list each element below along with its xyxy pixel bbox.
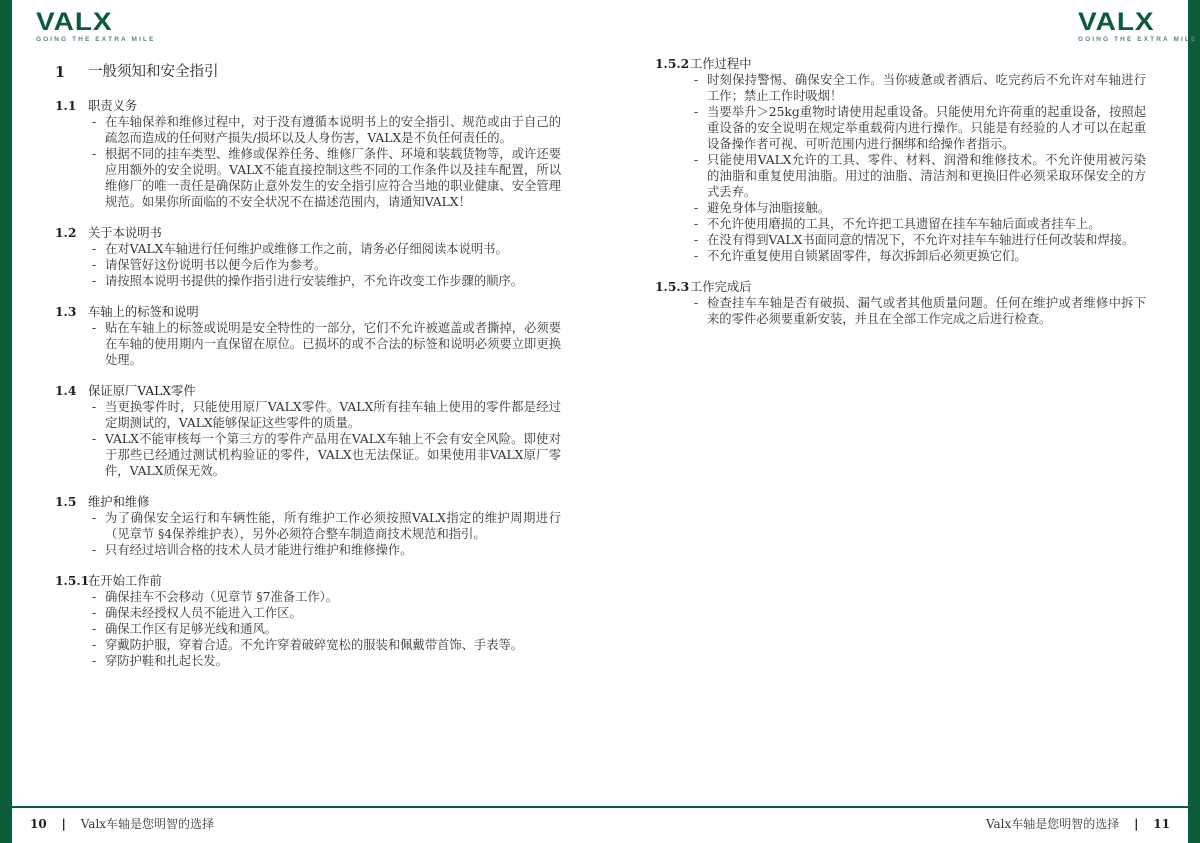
bullet-text: 为了确保安全运行和车辆性能，所有维护工作必须按照VALX指定的维护周期进行（见章节 §4保养维护表），另外必须符合整车制造商技术规范和指引。 xyxy=(105,511,561,541)
bullet-text: 当更换零件时，只能使用原厂VALX零件。VALX所有挂车轴上使用的零件都是经过定期测试的，VALX能够保证这些零件的质量。 xyxy=(105,400,561,430)
bullet-text: 当要举升＞25kg重物时请使用起重设备。只能使用允许荷重的起重设备，按照起重设备的安全说明在规定举重载荷内进行操作。只能是有经验的人才可以在起重设备操作者可视、可听范围内进行捆绑和给操作者指示。 xyxy=(707,105,1146,151)
valx-logo-right xyxy=(1078,7,1198,43)
bullet-item xyxy=(88,241,561,257)
bullet-text: 确保工作区有足够光线和通风。 xyxy=(105,622,278,636)
bullet-text: 确保挂车不会移动（见章节 §7准备工作）。 xyxy=(105,590,339,604)
bullet-item xyxy=(88,257,561,273)
section-title: 工作完成后 xyxy=(690,280,752,294)
valx-wordmark: VALX xyxy=(1078,7,1155,36)
valx-logo-left xyxy=(36,7,156,43)
section-number: 1.1 xyxy=(55,98,77,113)
bullet-dash: - xyxy=(92,543,97,557)
section-heading xyxy=(55,304,561,320)
footer-separator: | xyxy=(61,817,66,831)
section-heading xyxy=(55,98,561,114)
valx-tagline: GOING THE EXTRA MILE xyxy=(1078,36,1198,43)
section-number: 1 xyxy=(55,64,66,81)
section-heading xyxy=(55,573,561,589)
section-number: 1.2 xyxy=(55,225,77,240)
bullet-text: 检查挂车车轴是否有破损、漏气或者其他质量问题。任何在维护或者维修中拆下来的零件必须要重新安装，并且在全部工作完成之后进行检查。 xyxy=(707,296,1146,326)
section-1 xyxy=(55,64,561,81)
section-number: 1.4 xyxy=(55,383,77,398)
page-number-left: 10 xyxy=(30,817,47,831)
bullet-dash: - xyxy=(694,201,699,215)
bullet-dash: - xyxy=(694,296,699,310)
section-number: 1.5.2 xyxy=(655,56,690,71)
footer-separator: | xyxy=(1134,817,1139,831)
bullet-dash: - xyxy=(92,638,97,652)
section-1.1 xyxy=(55,98,561,210)
section-heading xyxy=(655,279,1146,295)
bullet-list xyxy=(88,241,561,289)
bullet-item xyxy=(88,605,561,621)
bullet-item xyxy=(690,104,1146,152)
bullet-text: 时刻保持警惕、确保安全工作。当你疲惫或者酒后、吃完药后不允许对车轴进行工作；禁止工作时吸烟！ xyxy=(707,73,1146,103)
section-heading xyxy=(55,225,561,241)
section-1.5.1 xyxy=(55,573,561,669)
section-heading xyxy=(55,494,561,510)
bullet-dash: - xyxy=(92,654,97,668)
bullet-dash: - xyxy=(92,115,97,129)
section-title: 一般须知和安全指引 xyxy=(88,64,219,80)
bullet-list xyxy=(690,72,1146,264)
bullet-dash: - xyxy=(92,147,97,161)
bullet-item xyxy=(88,399,561,431)
bullet-dash: - xyxy=(92,432,97,446)
section-heading xyxy=(655,56,1146,72)
bullet-dash: - xyxy=(694,249,699,263)
bullet-item xyxy=(690,200,1146,216)
section-title: 工作过程中 xyxy=(690,57,752,71)
bullet-dash: - xyxy=(92,511,97,525)
bullet-list xyxy=(88,114,561,210)
right-page-column xyxy=(655,56,1146,342)
page-number-right: 11 xyxy=(1153,817,1170,831)
bullet-dash: - xyxy=(92,242,97,256)
bullet-item xyxy=(88,320,561,368)
bullet-dash: - xyxy=(92,622,97,636)
bullet-item xyxy=(88,621,561,637)
bullet-item xyxy=(88,589,561,605)
bullet-dash: - xyxy=(92,606,97,620)
bullet-item xyxy=(88,114,561,146)
section-number: 1.5.1 xyxy=(55,573,90,588)
bullet-dash: - xyxy=(694,153,699,167)
section-1.5 xyxy=(55,494,561,558)
section-1.5.3 xyxy=(655,279,1146,327)
bullet-text: 只能使用VALX允许的工具、零件、材料、润滑和维修技术。不允许使用被污染的油脂和重复使用油脂。用过的油脂、清洁剂和更换旧件必须采取环保安全的方式丢弃。 xyxy=(707,153,1146,199)
bullet-text: 请保管好这份说明书以便今后作为参考。 xyxy=(105,258,327,272)
bullet-text: 根据不同的挂车类型、维修或保养任务、维修厂条件、环境和装载货物等，或许还要应用额外的安全说明。VALX不能直接控制这些不同的工作条件以及挂车配置，所以维修厂的唯一责任是确保防止意外发生的安全指引应符合当地的职业健康、安全管理规范。如果你所面临的不安全状况不在描述范围内，请通知VALX！ xyxy=(105,147,561,209)
bullet-item xyxy=(88,542,561,558)
bullet-list xyxy=(88,510,561,558)
bullet-item xyxy=(88,431,561,479)
section-title: 保证原厂VALX零件 xyxy=(88,384,196,398)
section-heading xyxy=(55,383,561,399)
section-title: 维护和维修 xyxy=(88,495,150,509)
bullet-item xyxy=(88,653,561,669)
section-number: 1.5.3 xyxy=(655,279,690,294)
footer-slogan-right: Valx车轴是您明智的选择 xyxy=(985,817,1120,831)
bullet-text: 不允许使用磨损的工具，不允许把工具遗留在挂车车轴后面或者挂车上。 xyxy=(707,217,1101,231)
bullet-text: 请按照本说明书提供的操作指引进行安装维护，不允许改变工作步骤的顺序。 xyxy=(105,274,524,288)
bullet-item xyxy=(88,510,561,542)
bullet-dash: - xyxy=(92,400,97,414)
bullet-text: 在车轴保养和维修过程中，对于没有遵循本说明书上的安全指引、规范或由于自己的疏忽而造成的任何财产损失/损坏以及人身伤害，VALX是不负任何责任的。 xyxy=(105,115,561,145)
section-1.3 xyxy=(55,304,561,368)
bullet-item xyxy=(690,295,1146,327)
left-page-column xyxy=(55,64,561,684)
bullet-dash: - xyxy=(694,73,699,87)
bullet-dash: - xyxy=(694,217,699,231)
section-heading xyxy=(55,64,561,81)
bullet-list xyxy=(690,295,1146,327)
bullet-dash: - xyxy=(694,105,699,119)
bullet-text: VALX不能审核每一个第三方的零件产品用在VALX车轴上不会有安全风险。即使对于那些已经通过测试机构验证的零件，VALX也无法保证。如果使用非VALX原厂零件，VALX质保无效。 xyxy=(105,432,561,478)
bullet-text: 穿防护鞋和扎起长发。 xyxy=(105,654,228,668)
section-1.2 xyxy=(55,225,561,289)
section-number: 1.5 xyxy=(55,494,77,509)
bullet-dash: - xyxy=(92,258,97,272)
bullet-dash: - xyxy=(92,274,97,288)
bullet-list xyxy=(88,589,561,669)
valx-wordmark: VALX xyxy=(36,7,113,36)
page-edge-left xyxy=(0,0,12,843)
footer-rule xyxy=(12,806,1188,808)
bullet-text: 在没有得到VALX书面同意的情况下，不允许对挂车车轴进行任何改装和焊接。 xyxy=(707,233,1135,247)
bullet-item xyxy=(690,72,1146,104)
bullet-text: 避免身体与油脂接触。 xyxy=(707,201,830,215)
valx-tagline: GOING THE EXTRA MILE xyxy=(36,36,156,43)
footer-right xyxy=(986,815,1170,832)
bullet-dash: - xyxy=(92,321,97,335)
section-title: 车轴上的标签和说明 xyxy=(88,305,199,319)
bullet-list xyxy=(88,399,561,479)
section-1.5.2 xyxy=(655,56,1146,264)
page-edge-right xyxy=(1188,0,1200,843)
bullet-text: 只有经过培训合格的技术人员才能进行维护和维修操作。 xyxy=(105,543,413,557)
bullet-item xyxy=(88,146,561,210)
section-title: 职责义务 xyxy=(88,99,138,113)
bullet-dash: - xyxy=(92,590,97,604)
bullet-item xyxy=(690,248,1146,264)
bullet-text: 穿戴防护服，穿着合适。不允许穿着破碎宽松的服装和佩戴带首饰、手表等。 xyxy=(105,638,524,652)
footer-left xyxy=(30,815,214,832)
bullet-item xyxy=(690,152,1146,200)
section-title: 关于本说明书 xyxy=(88,226,162,240)
bullet-item xyxy=(88,637,561,653)
bullet-item xyxy=(690,216,1146,232)
bullet-text: 不允许重复使用自锁紧固零件，每次拆卸后必须更换它们。 xyxy=(707,249,1027,263)
bullet-text: 确保未经授权人员不能进入工作区。 xyxy=(105,606,302,620)
bullet-text: 在对VALX车轴进行任何维护或维修工作之前，请务必仔细阅读本说明书。 xyxy=(105,242,508,256)
section-title: 在开始工作前 xyxy=(88,574,162,588)
bullet-item xyxy=(690,232,1146,248)
footer-slogan-left: Valx车轴是您明智的选择 xyxy=(80,817,215,831)
section-1.4 xyxy=(55,383,561,479)
bullet-text: 贴在车轴上的标签或说明是安全特性的一部分，它们不允许被遮盖或者撕掉，必须要在车轴的使用期内一直保留在原位。已损坏的或不合法的标签和说明必须要立即更换处理。 xyxy=(105,321,561,367)
bullet-list xyxy=(88,320,561,368)
bullet-item xyxy=(88,273,561,289)
section-number: 1.3 xyxy=(55,304,77,319)
bullet-dash: - xyxy=(694,233,699,247)
